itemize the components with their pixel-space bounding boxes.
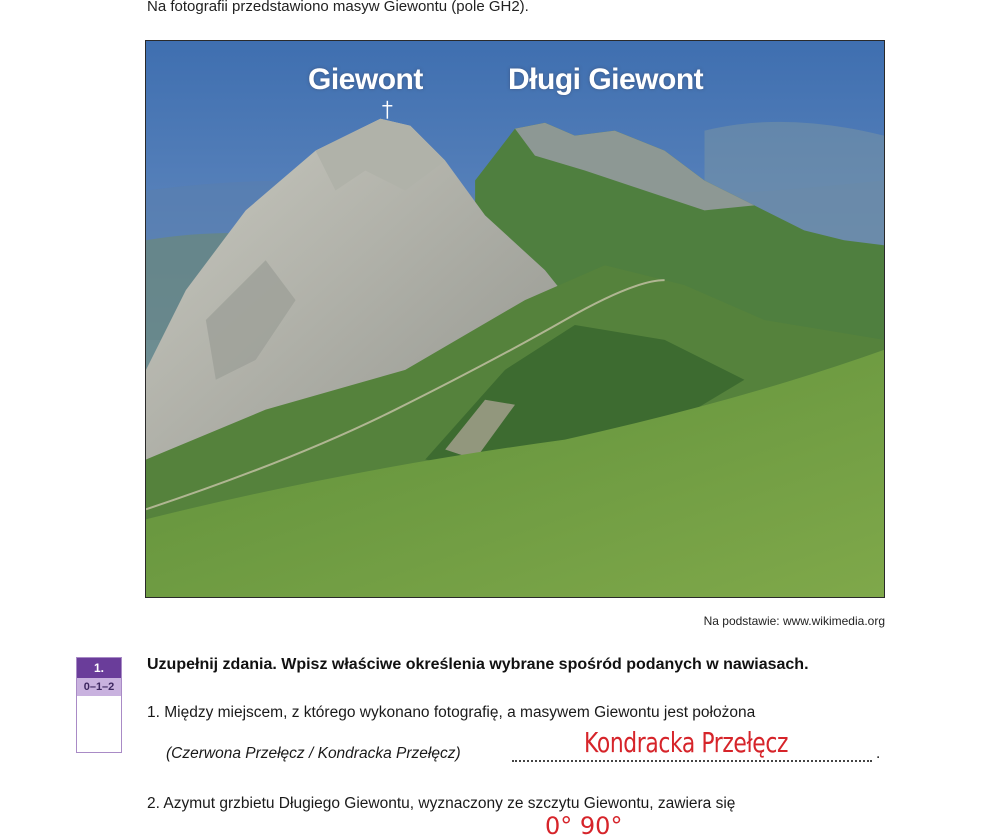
mountain-illustration: [146, 41, 884, 597]
handwritten-answer-1: Kondracka Przełęcz: [584, 726, 789, 759]
task-points: 0–1–2: [77, 678, 121, 696]
question-1-end: .: [876, 745, 881, 762]
question-1-text: 1. Między miejscem, z którego wykonano fotografię, a masywem Giewontu jest położona: [147, 704, 756, 721]
giewont-photo: [145, 40, 885, 598]
question-2-text: 2. Azymut grzbietu Długiego Giewontu, wyznaczony ze szczytu Giewontu, zawiera się: [147, 795, 736, 812]
intro-text: Na fotografii przedstawiono masyw Giewontu (pole GH2).: [147, 0, 529, 15]
answer-1-line[interactable]: [512, 760, 872, 762]
task-number: 1.: [77, 658, 121, 678]
task-score-box: [76, 657, 122, 753]
question-1-options-text: (Czerwona Przełęcz / Kondracka Przełęcz): [166, 745, 461, 762]
label-giewont: Giewont: [308, 63, 423, 96]
photo-source: Na podstawie: www.wikimedia.org: [703, 614, 885, 628]
task-instruction: Uzupełnij zdania. Wpisz właściwe określenia wybrane spośród podanych w nawiasach.: [147, 656, 809, 673]
label-dlugi-giewont: Długi Giewont: [508, 63, 704, 96]
handwritten-answer-2: 0° 90°: [545, 812, 623, 840]
question-1-options: [166, 745, 461, 763]
